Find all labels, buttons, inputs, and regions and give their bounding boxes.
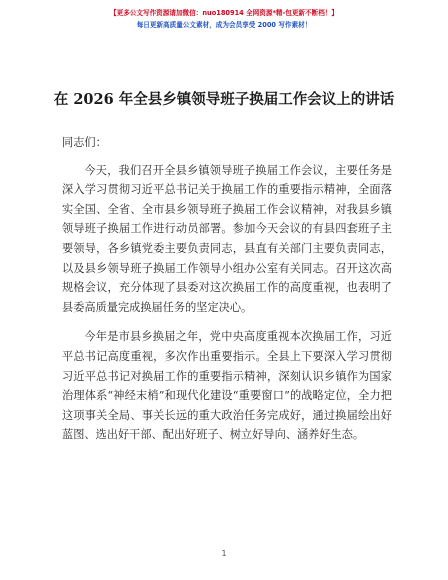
paragraph-2: 今年是市县乡换届之年，党中央高度重视本次换届工作，习近平总书记高度重视，多次作出重要指示。全县上下要深入学习贯彻习近平总书记对换届工作的重要指示精神，深刻认识乡镇作为国家治理体系“神经末梢”和现代化建设“重要窗口”的战略定位，全力把这项事关全局、事关长远的重大政治任务完成好，通过换届绘出好蓝图、选出好干部、配出好班子、树立好导向、涵养好生态。 xyxy=(62,330,392,442)
promo-banner xyxy=(0,7,448,31)
document-title: 在 2026 年全县乡镇领导班子换届工作会议上的讲话 xyxy=(53,91,395,108)
page-number: 1 xyxy=(221,549,227,558)
promo-banner-line-2: 每日更新高质量公文素材，成为会员享受 2000 写作素材！ xyxy=(136,21,312,29)
salutation: 同志们： xyxy=(62,136,107,149)
promo-banner-line-1: 【更多公文写作资源请加微信：nuo180914 全网资源*精-包更新不断档！】 xyxy=(110,9,338,17)
document-body xyxy=(62,133,392,455)
paragraph-1: 今天，我们召开全县乡镇领导班子换届工作会议，主要任务是深入学习贯彻习近平总书记关于换届工作的重要指示精神，全面落实全国、全省、全市县乡领导班子换届工作会议精神，对我县乡镇领导班子换届工作进行动员部署。参加今天会议的有县四套班子主要领导，各乡镇党委主要负责同志，县直有关部门主要负责同志，以及县乡领导班子换届工作领导小组办公室有关同志。召开这次高规格会议，充分体现了县委对这次换届工作的高度重视，也表明了县委高质量完成换届任务的坚定决心。 xyxy=(62,163,392,314)
